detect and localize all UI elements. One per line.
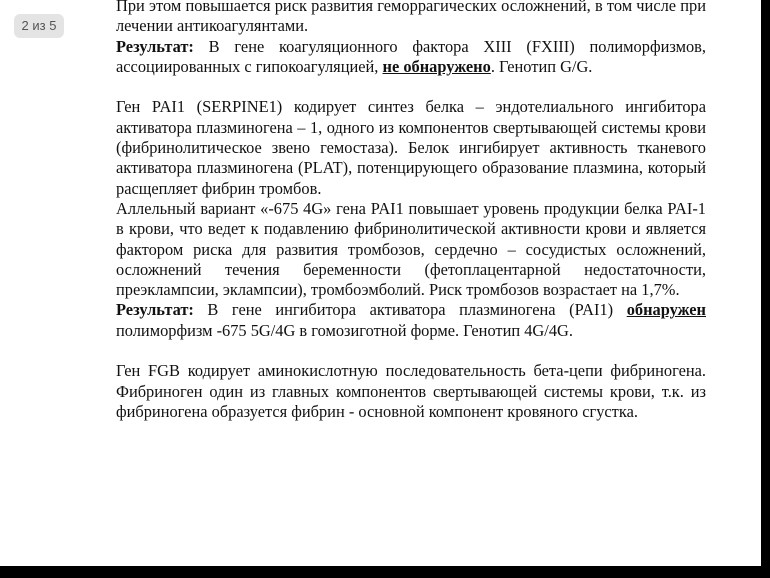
result-pai1 [116,300,706,341]
paragraph-pai1-gene: Ген PAI1 (SERPINE1) кодирует синтез белка – эндотелиального ингибитора активатора плазминогена – 1, одного из компонентов свертывающей системы крови (фибринолитическое звено гемостаза). Белок ингибирует активность тканевого активатора плазминогена (PLAT), потенцирующего образование плазмина, который расщепляет фибрин тромбов. [116,97,706,198]
result-text: В гене ингибитора активатора плазминогена (PAI1) [193,300,627,320]
result-label: Результат: [116,300,194,320]
document-text [116,0,706,422]
paragraph-hemorrhagic-risk: При этом повышается риск развития геморрагических осложнений, в том числе при лечении антикоагулянтами. [116,0,706,36]
paragraph-pai1-allele: Аллельный вариант «-675 4G» гена PAI1 повышает уровень продукции белка PAI-1 в крови, что ведет к подавлению фибринолитической активности крови и является фактором риска для развития тромбозов, сердечно – сосудистых осложнений, осложнений течения беременности (фетоплацентарной недостаточности, преэклампсии, эклампсии), тромбоэмболий. Риск тромбозов возрастает на 1,7%. [116,198,706,300]
result-genotype: . Генотип G/G. [490,56,593,76]
result-key-finding: обнаружен [626,300,706,320]
result-fxiii [116,37,706,78]
result-key-finding: не обнаружено [382,56,491,76]
paragraph-fgb-gene: Ген FGB кодирует аминокислотную последовательность бета-цепи фибриногена. Фибриноген один из главных компонентов свертывающей системы крови, т.к. из фибриногена образуется фибрин - основной компонент кровяного сгустка. [116,361,706,421]
result-label: Результат: [116,36,194,56]
result-text: В гене коагуляционного фактора XIII (FXIII) полиморфизмов, ассоциированных с гипокоагуляцией, [116,36,706,76]
result-genotype: полиморфизм -675 5G/4G в гомозиготной форме. Генотип 4G/4G. [116,320,573,340]
page-indicator: 2 из 5 [14,14,64,38]
